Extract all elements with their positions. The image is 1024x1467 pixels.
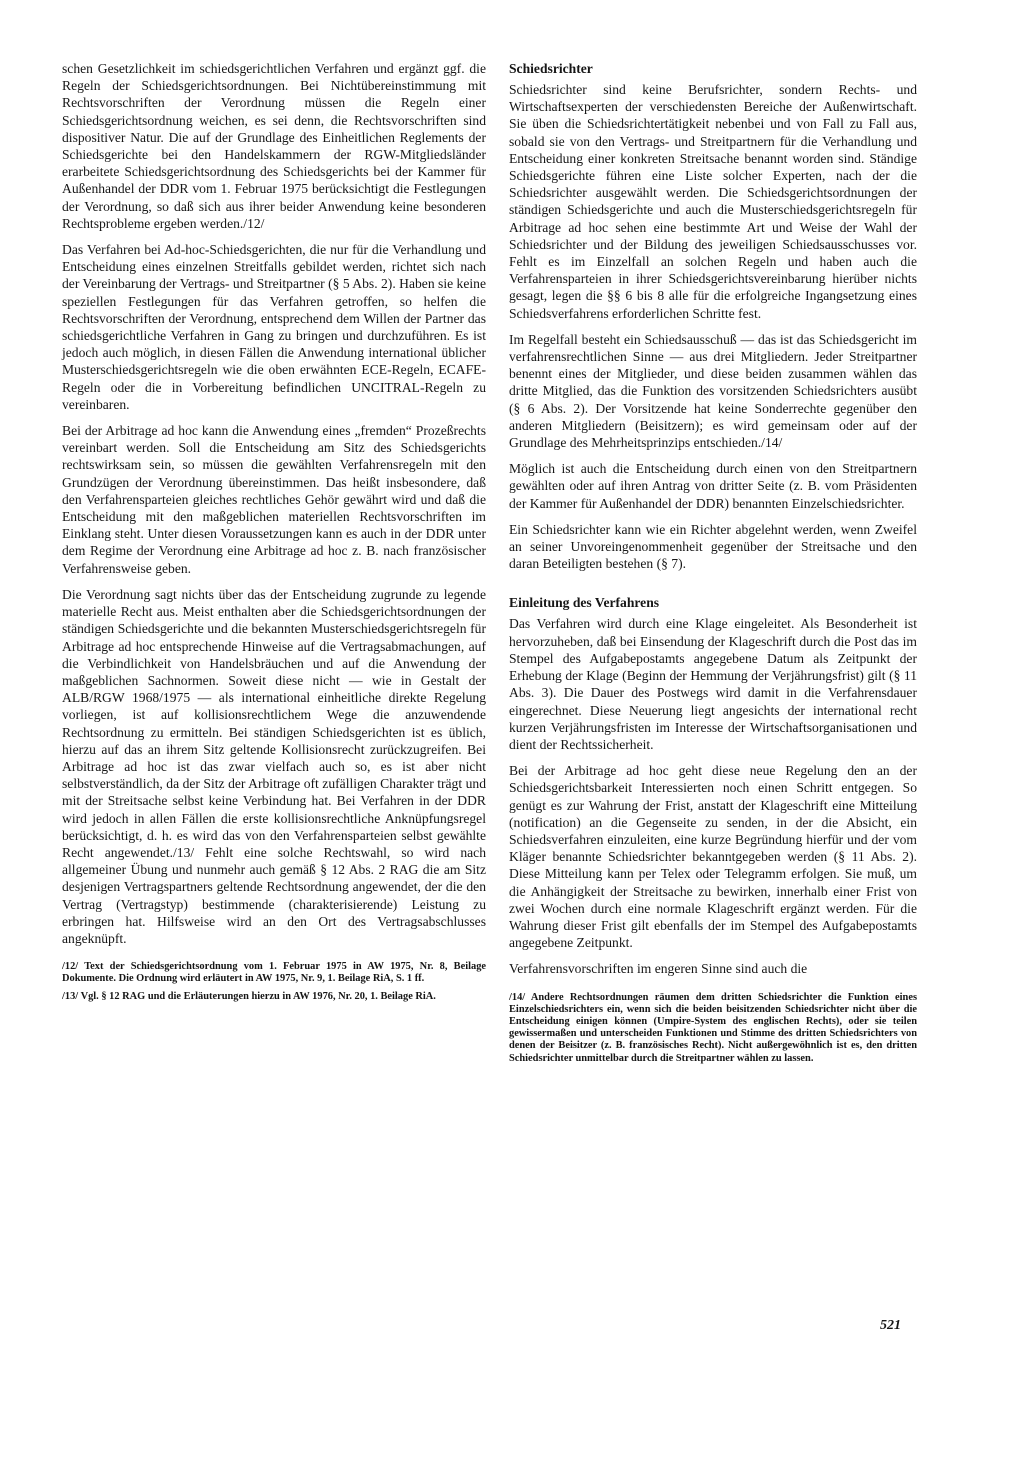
footnote-13: /13/ Vgl. § 12 RAG und die Erläuterungen hierzu in AW 1976, Nr. 20, 1. Beilage RiA.	[62, 990, 436, 1002]
right-column	[509, 60, 917, 1070]
footnote-12: /12/ Text der Schiedsgerichtsordnung vom 1. Februar 1975 in AW 1975, Nr. 8, Beilage Dokumente. Die Ordnung wird erläutert in AW 1975, Nr. 9, 1. Beilage RiA, S. 1 ff.	[62, 961, 486, 985]
left-column	[62, 60, 486, 1008]
footnote-14: /14/ Andere Rechtsordnungen räumen dem dritten Schiedsrichter die Funktion eines Einzelschiedsrichters ein, wenn sich die beiden beisitzenden Schiedsrichter nicht über die Entscheidung einigen können (Umpire-System des englischen Rechts), oder sie teilen gewissermaßen und unterscheiden Funktionen und Stimme des dritten Schiedsrichters von denen der Beisitzer (z. B. französisches Recht). Nicht außergewöhnlich ist es, den dritten Schiedsrichter unmittelbar durch die Streitpartner wählen zu lassen.	[509, 991, 917, 1064]
body-paragraph: Das Verfahren bei Ad-hoc-Schiedsgerichten, die nur für die Verhandlung und Entscheidung eines einzelnen Streitfalls gebildet werden, richtet sich nach der Vereinbarung der Vertrags- und Streitpartner (§ 5 Abs. 2). Haben sie keine speziellen Festlegungen für das Verfahren getroffen, so helfen die Rechtsvorschriften der Verordnung, entsprechend dem Willen der Partner das schiedsgerichtliche Verfahren in Gang zu bringen und durchzuführen. Es ist jedoch auch möglich, in diesen Fällen die Anwendung international üblicher Musterschiedsgerichtsregeln wie die oben erwähnten ECE-Regeln, ECAFE-Regeln oder die in Vorbereitung befindlichen UNCITRAL-Regeln zu vereinbaren.	[62, 242, 486, 412]
body-paragraph: Im Regelfall besteht ein Schiedsausschuß — das ist das Schiedsgericht im verfahrensrechtlichen Sinne — aus drei Mitgliedern. Jeder Streitpartner benennt eines der Mitglieder, und diese beiden zusammen wählen das dritte Mitglied, das die Funktion des vorsitzenden Schiedsrichters ausübt (§ 6 Abs. 2). Der Vorsitzende hat keine Sonderrechte gegenüber den anderen Mitgliedern (Beisitzern); es wird gemeinsam oder auf der Grundlage des Mehrheitsprinzips entschieden./14/	[509, 331, 917, 451]
body-paragraph: Verfahrensvorschriften im engeren Sinne sind auch die	[509, 961, 808, 977]
body-paragraph: Ein Schiedsrichter kann wie ein Richter abgelehnt werden, wenn Zweifel an seiner Unvoreingenommenheit gegenüber der Streitsache und den daran Beteiligten bestehen (§ 7).	[509, 521, 917, 572]
section-heading-einleitung: Einleitung des Verfahrens	[509, 595, 660, 611]
page-number: 521	[880, 1318, 901, 1333]
body-paragraph: schen Gesetzlichkeit im schiedsgerichtlichen Verfahren und ergänzt ggf. die Regeln der Schiedsgerichtsordnungen. Bei Nichtübereinstimmung mit Rechtsvorschriften der Verordnung müssen die Regeln einer Schiedsgerichtsordnung weichen, es sei denn, die Rechtsvorschriften sind dispositiver Natur. Die auf der Grundlage des Einheitlichen Reglements der Schiedsgerichte bei den Handelskammern der RGW-Mitgliedsländer erarbeitete Schiedsgerichtsordnung des Schiedsgerichts bei der Kammer für Außenhandel der DDR vom 1. Februar 1975 berücksichtigt die Festlegungen der Verordnung, so daß sich aus ihrer beider Anwendung keine besonderen Rechtsprobleme ergeben werden./12/	[62, 61, 486, 231]
section-heading-schiedsrichter: Schiedsrichter	[509, 61, 593, 76]
footnotes	[62, 961, 486, 1003]
body-paragraph: Bei der Arbitrage ad hoc kann die Anwendung eines „fremden“ Prozeßrechts vereinbart werden. Soll die Entscheidung am Sitz des Schiedsgerichts rechtswirksam sein, so müssen die gewählten Verfahrensregeln mit den Grundzügen der Verordnung übereinstimmen. Das heißt insbesondere, daß den Verfahrensparteien gleiches rechtliches Gehör gewährt wird und daß die Entscheidung mit den maßgeblichen materiellen Rechtsvorschriften im Einklang steht. Unter diesen Voraussetzungen kann es auch in der DDR unter dem Regime der Verordnung eine Arbitrage ad hoc z. B. nach französischer Verfahrensweise geben.	[62, 423, 486, 576]
body-paragraph: Bei der Arbitrage ad hoc geht diese neue Regelung den an der Schiedsgerichtsbarkeit Interessierten noch einen Schritt entgegen. So genügt es zur Wahrung der Frist, anstatt der Klageschrift eine Mitteilung (notification) an die Gegenseite zu senden, in der die Absicht, ein Schiedsverfahren einzuleiten, eine kurze Begründung hierfür und der vom Kläger benannte Schiedsrichter bekanntgegeben werden (§ 11 Abs. 2). Diese Mitteilung kann per Telex oder Telegramm erfolgen. Sie muß, um die Anhängigkeit der Streitsache zu bewirken, innerhalb einer Frist von zwei Wochen durch eine normale Klageschrift ergänzt werden. Für die Wahrung dieser Frist gilt ebenfalls der im Stempel des Aufgabepostamts angegebene Zeitpunkt.	[509, 763, 917, 951]
body-paragraph: Schiedsrichter sind keine Berufsrichter, sondern Rechts- und Wirtschaftsexperten der verschiedensten Bereiche der Außenwirtschaft. Sie üben die Schiedsrichtertätigkeit nebenbei und von Fall zu Fall aus, sobald sie von den Vertrags- und Streitpartnern für die Verhandlung und Entscheidung einer konkreten Streitsache benannt worden sind. Ständige Schiedsgerichte führen eine Liste solcher Experten, nach der die Schiedsrichter ausgewählt werden. Die Schiedsgerichtsordnungen der ständigen Schiedsgerichte und auch die Musterschiedsgerichtsregeln für Arbitrage ad hoc sehen eine bestimmte Art und Weise der Wahl der Schiedsrichter und der Bildung des jeweiligen Schiedsausschusses vor. Fehlt es im Einzelfall an solchen Regeln und haben auch die Verfahrensparteien in ihrer Schiedsgerichtsvereinbarung hierüber nichts gesagt, legen die §§ 6 bis 8 alle für die erfolgreiche Ingangsetzung eines Schiedsverfahrens erforderlichen Schritte fest.	[509, 82, 917, 321]
body-paragraph: Das Verfahren wird durch eine Klage eingeleitet. Als Besonderheit ist hervorzuheben, daß bei Einsendung der Klageschrift durch die Post das im Stempel des Aufgabepostamts angegebene Datum als Zeitpunkt der Erhebung der Klage (Beginn der Hemmung der Verjährungsfrist) gilt (§ 11 Abs. 3). Die Dauer des Postwegs wird damit in die Verfahrensdauer eingerechnet. Diese Neuerung liegt angesichts der international recht kurzen Verjährungsfristen im Interesse der Wirtschaftsorganisationen und dient der Rechtssicherheit.	[509, 616, 917, 752]
body-paragraph: Die Verordnung sagt nichts über das der Entscheidung zugrunde zu legende materielle Recht aus. Meist enthalten aber die Schiedsgerichtsordnungen der ständigen Schiedsgerichte und die bekannten Musterschiedsgerichtsregeln für Arbitrage ad hoc entsprechende Hinweise auf die Vertragsabmachungen, auf die Verbindlichkeit von Handelsbräuchen und auf die Anwendung der maßgeblichen Sachnormen. Soweit diese nicht — wie in Gestalt der ALB/RGW 1968/1975 — als international einheitliche direkte Regelung vorliegen, ist auf kollisionsrechtlichem Wege die anzuwendende Rechtsordnung zu ermitteln. Bei ständigen Schiedsgerichten ist es üblich, hierzu auf das an ihrem Sitz geltende Kollisionsrecht zurückzugreifen. Bei Arbitrage ad hoc ist das zwar vielfach auch so, es ist aber nicht selbstverständlich, da der Sitz der Arbitrage oft zufälligen Charakter trägt und mit der Streitsache selbst keine Verbindung hat. Bei Verfahren in der DDR wird jedoch in allen Fällen die erste kollisionsrechtliche Anknüpfungsregel berücksichtigt, d. h. es wird das von den Verfahrensparteien selbst gewählte Recht angewendet./13/ Fehlt eine solche Rechtswahl, so wird nach allgemeiner Übung und nunmehr auch gemäß § 12 Abs. 2 RAG die am Sitz desjenigen Vertragspartners geltende Rechtsordnung angewendet, der die den Vertrag (Vertragstyp) bestimmende (charakterisierende) Leistung zu erbringen hat. Hilfsweise wird an den Ort des Vertragsabschlusses angeknüpft.	[62, 586, 486, 946]
body-paragraph: Möglich ist auch die Entscheidung durch einen von den Streitpartnern gewählten oder auf ihren Antrag von dritter Seite (z. B. vom Präsidenten der Kammer für Außenhandel der DDR) benannten Einzelschiedsrichter.	[509, 461, 917, 511]
